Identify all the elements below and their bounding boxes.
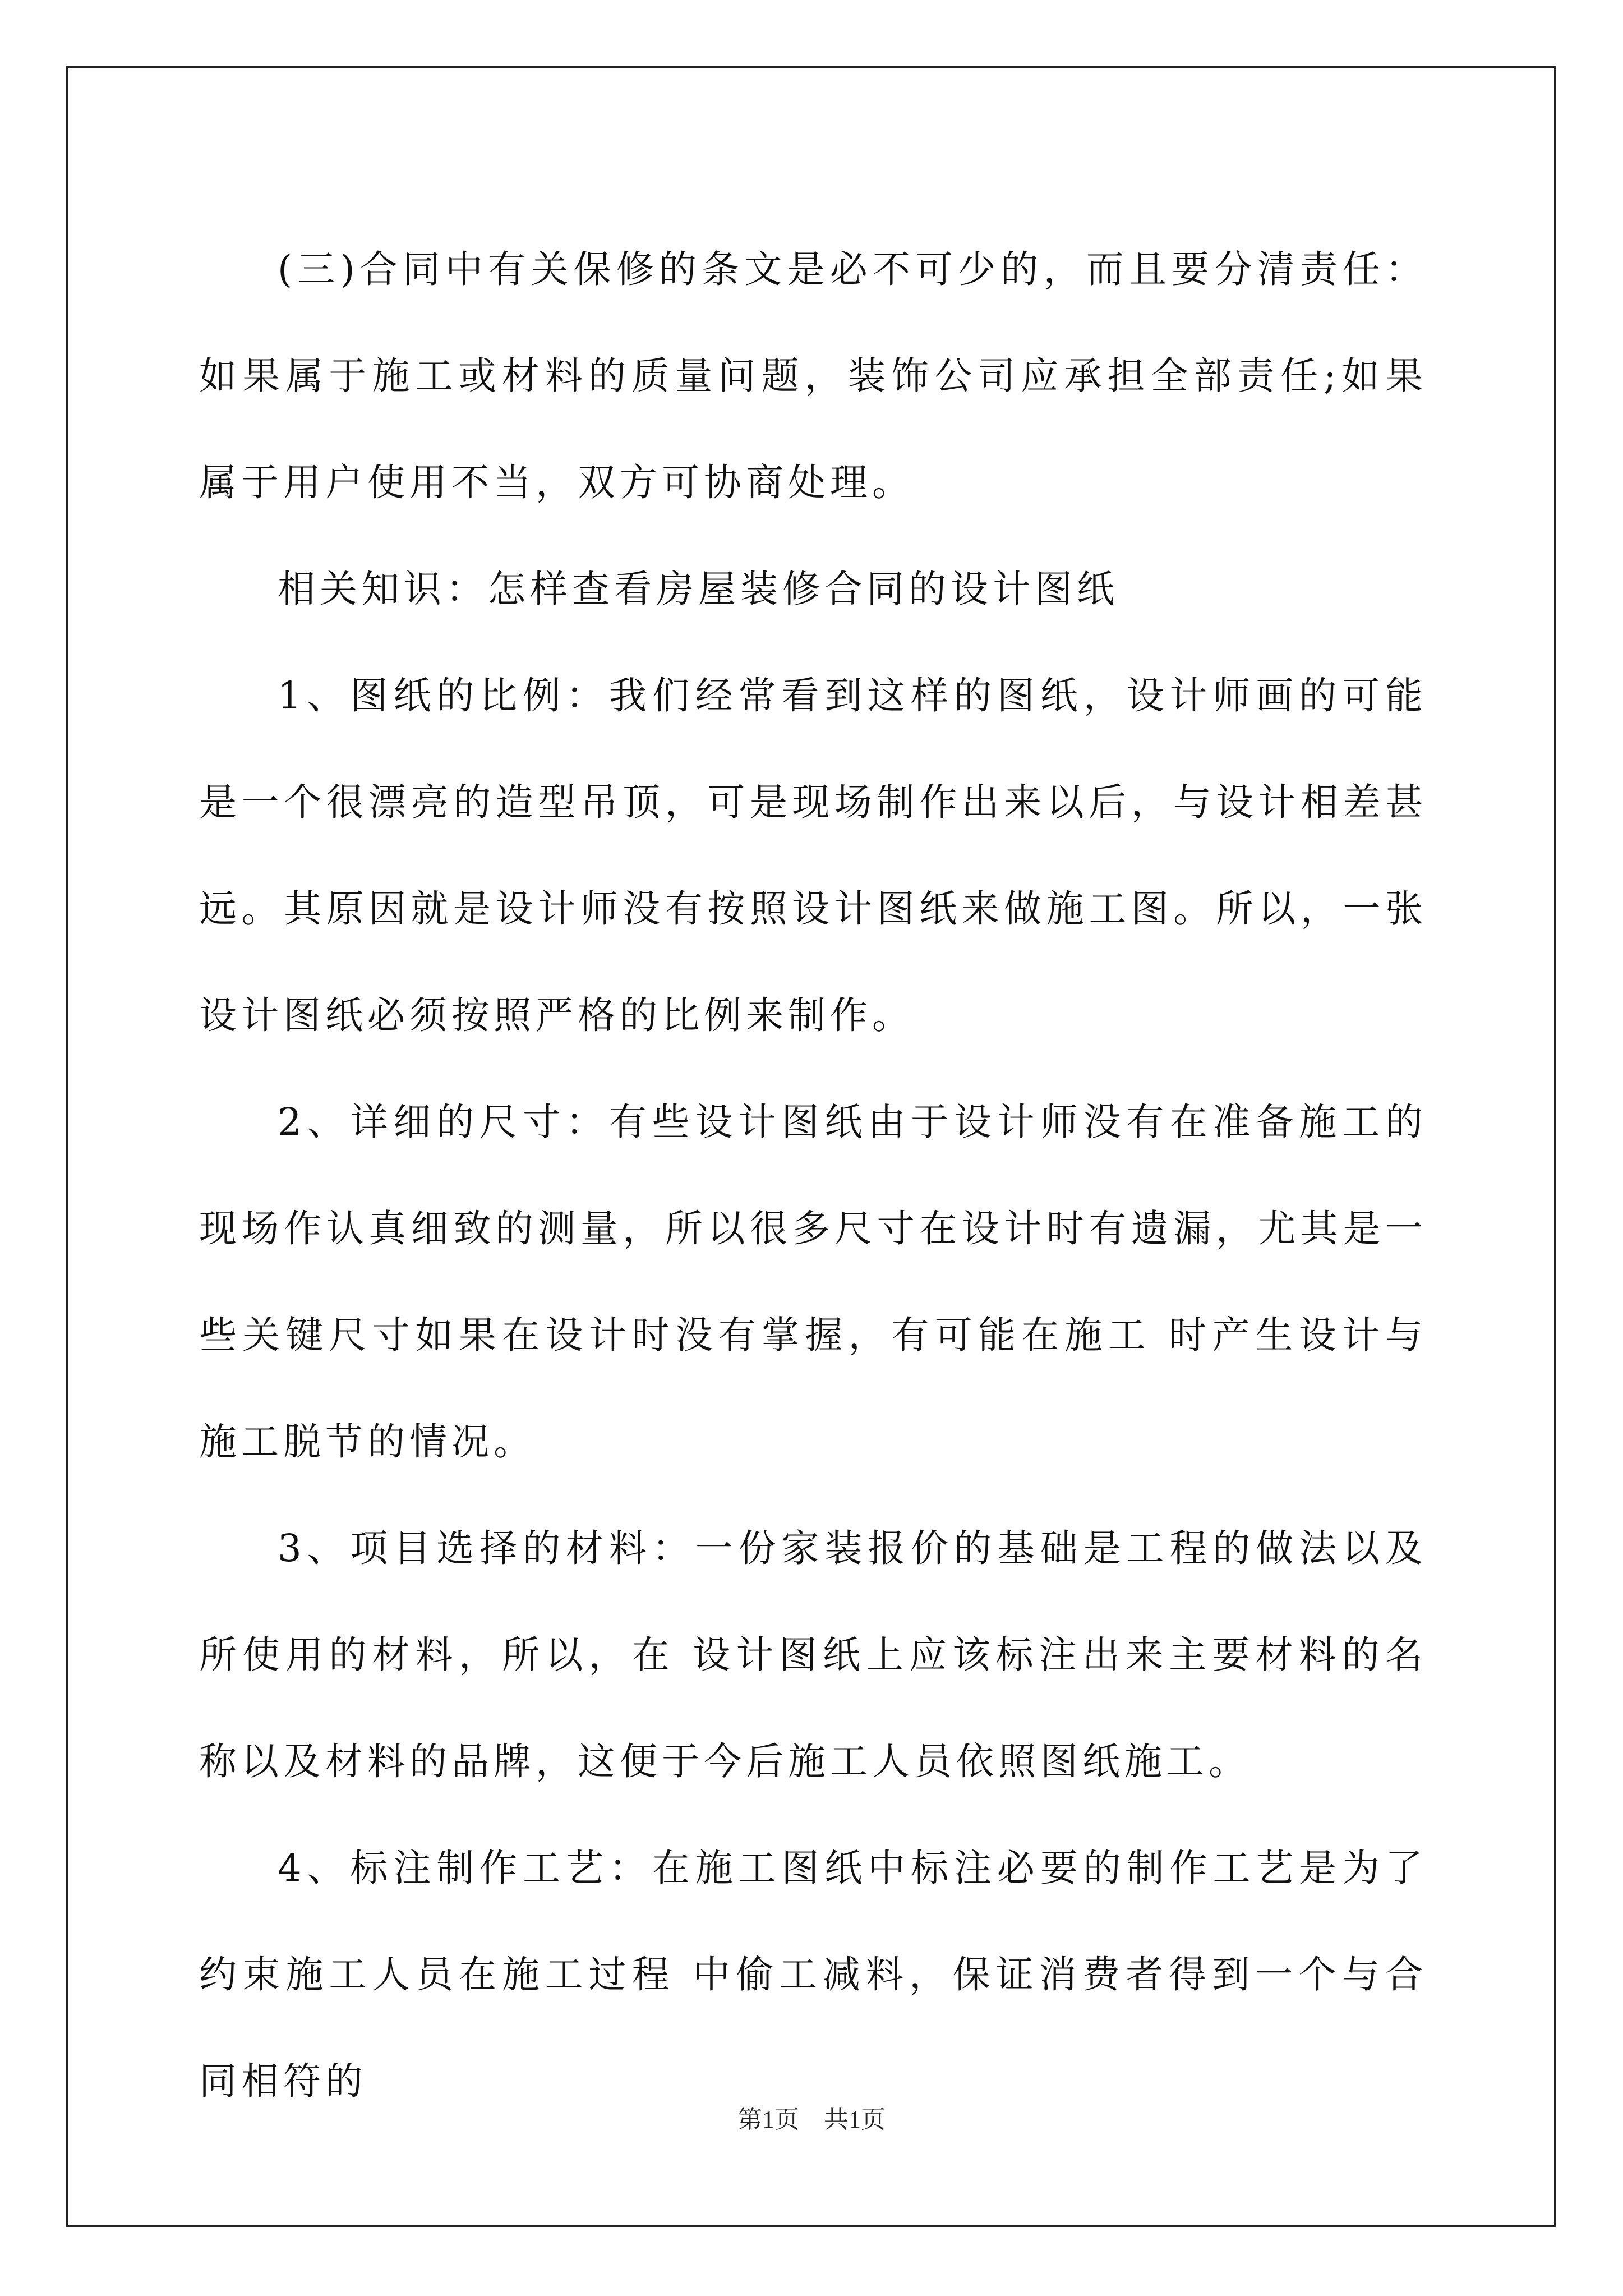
paragraph-detailed-dimensions: 2、详细的尺寸：有些设计图纸由于设计师没有在准备施工的现场作认真细致的测量，所以很多尺寸在设计时有遗漏，尤其是一些关键尺寸如果在设计时没有掌握，有可能在施工 时产生设计与施工脱节的情况。 (199, 1100, 1427, 1464)
paragraph-selected-materials: 3、项目选择的材料：一份家装报价的基础是工程的做法以及所使用的材料，所以，在 设计图纸上应该标注出来主要材料的名称以及材料的品牌，这便于今后施工人员依照图纸施工。 (199, 1526, 1427, 1783)
paragraph-craft-annotation: 4、标注制作工艺：在施工图纸中标注必要的制作工艺是为了约束施工人员在施工过程 中偷工减料，保证消费者得到一个与合同相符的 (199, 1846, 1427, 2103)
page-number-total: 共1页 (824, 2106, 886, 2133)
paragraph-warranty-clause: (三)合同中有关保修的条文是必不可少的，而且要分清责任：如果属于施工或材料的质量问题，装饰公司应承担全部责任;如果属于用户使用不当，双方可协商处理。 (199, 247, 1427, 504)
paragraph-drawing-scale: 1、图纸的比例：我们经常看到这样的图纸，设计师画的可能是一个很漂亮的造型吊顶，可是现场制作出来以后，与设计相差甚远。其原因就是设计师没有按照设计图纸来做施工图。所以，一张设计图纸必须按照严格的比例来制作。 (199, 674, 1427, 1037)
page-footer (0, 2099, 1623, 2135)
page-number-current: 第1页 (737, 2106, 799, 2133)
document-body (199, 216, 1427, 2134)
paragraph-related-knowledge-heading: 相关知识：怎样查看房屋装修合同的设计图纸 (278, 567, 1119, 611)
